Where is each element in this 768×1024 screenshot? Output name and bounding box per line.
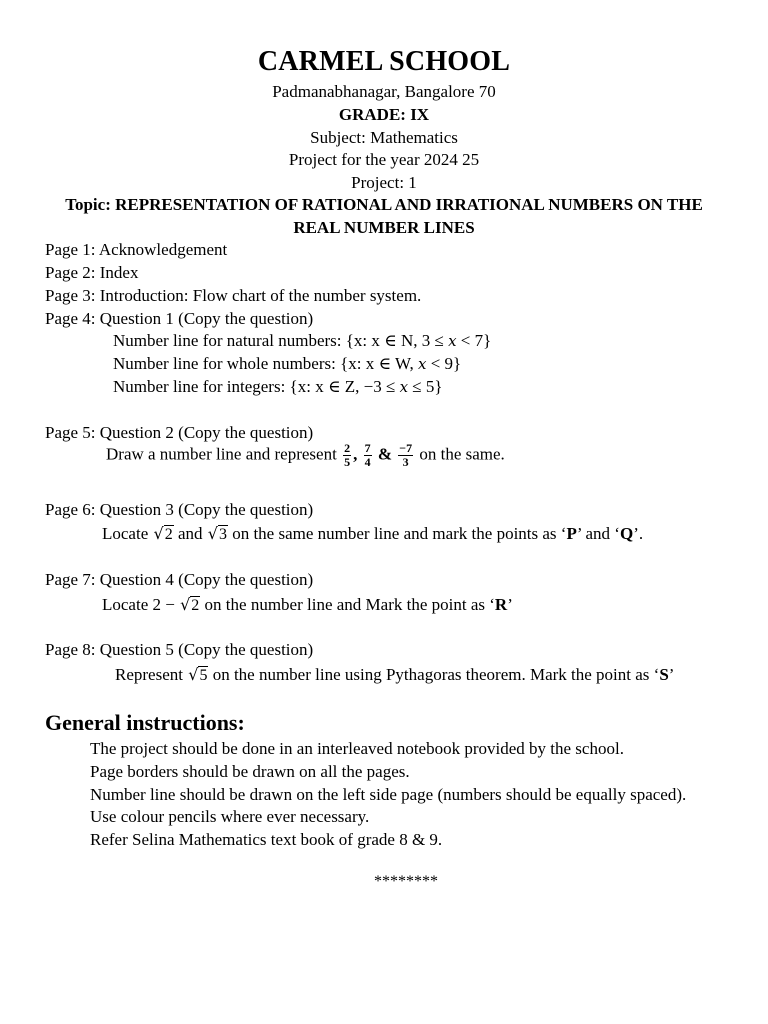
q3-b: and [173, 524, 207, 543]
q2-text [106, 442, 505, 469]
sqrt-5: √5 [188, 665, 208, 684]
q5-a: Represent [115, 665, 188, 684]
footer-stars: ******** [374, 873, 438, 890]
q1-integers-end: ≤ 5} [408, 377, 443, 396]
q1-whole-end: < 9} [426, 354, 462, 373]
sqrt-arg: 2 [164, 526, 173, 543]
point-s: S [659, 665, 669, 684]
school-name: CARMEL SCHOOL [257, 46, 511, 77]
q4-text [102, 595, 513, 615]
fraction-neg7-3 [398, 442, 413, 469]
page-1: Page 1: Acknowledgement [45, 240, 228, 259]
sqrt-2: √2 [153, 524, 173, 543]
q1-whole [113, 354, 461, 374]
subject: Subject: Mathematics [310, 128, 458, 147]
q1-natural-end: < 7} [456, 331, 492, 350]
instruction-item: The project should be done in an interleaved notebook provided by the school. [90, 739, 624, 758]
q3-c: on the same number line and mark the points as ‘ [227, 524, 567, 543]
page-5: Page 5: Question 2 (Copy the question) [45, 423, 314, 442]
point-r: R [494, 595, 508, 614]
page-3: Page 3: Introduction: Flow chart of the number system. [45, 286, 422, 305]
q3-e: ’. [633, 524, 644, 543]
q2-comma: , [353, 444, 362, 464]
q4-b: on the number line and Mark the point as ‘ [200, 595, 495, 614]
q3-a: Locate [102, 524, 153, 543]
q5-text [115, 665, 674, 685]
project-year: Project for the year 2024 25 [288, 150, 480, 169]
page-2: Page 2: Index [45, 263, 139, 282]
sqrt-arg: 3 [218, 526, 227, 543]
q1-natural-text: Number line for natural numbers: {x: x ∈ N, 3 ≤ [113, 331, 449, 350]
point-p: P [566, 524, 577, 543]
math-x: x [399, 378, 409, 396]
q1-integers-text: Number line for integers: {x: x ∈ Z, −3 ≤ [113, 377, 400, 396]
topic-line-1 [0, 195, 768, 215]
instruction-item: Use colour pencils where ever necessary. [90, 807, 370, 826]
instruction-item: Page borders should be drawn on all the pages. [90, 762, 410, 781]
sqrt-arg: 2 [191, 597, 200, 614]
sqrt-2: √2 [180, 595, 200, 614]
grade: GRADE: IX [338, 105, 430, 124]
q3-d: ’ and ‘ [576, 524, 620, 543]
q5-b: on the number line using Pythagoras theorem. Mark the point as ‘ [208, 665, 660, 684]
fraction-2-5 [343, 442, 351, 469]
math-x: x [417, 355, 427, 373]
q1-natural [113, 331, 491, 351]
instruction-item: Number line should be drawn on the left side page (numbers should be equally spaced). [90, 785, 687, 804]
page-8: Page 8: Question 5 (Copy the question) [45, 640, 314, 659]
project-number: Project: 1 [351, 173, 417, 192]
fraction-7-4 [364, 442, 372, 469]
topic-label: Topic: [65, 195, 116, 214]
sqrt-3: √3 [207, 524, 227, 543]
instruction-item: Refer Selina Mathematics text book of grade 8 & 9. [90, 830, 443, 849]
q1-integers [113, 377, 443, 397]
instructions-heading: General instructions: [45, 710, 245, 735]
q3-text [102, 524, 643, 544]
school-address: Padmanabhanagar, Bangalore 70 [272, 82, 496, 101]
fraction-numerator: 7 [364, 441, 371, 455]
page-6: Page 6: Question 3 (Copy the question) [45, 500, 314, 519]
fraction-denominator: 4 [364, 455, 371, 469]
q2-end: on the same. [419, 444, 505, 464]
page-7: Page 7: Question 4 (Copy the question) [45, 570, 314, 589]
point-q: Q [619, 524, 634, 543]
q4-c: ’ [507, 595, 513, 614]
q2-ampersand: & [373, 444, 397, 464]
topic-line-2: REAL NUMBER LINES [293, 218, 475, 237]
sqrt-arg: 5 [199, 667, 208, 684]
q5-c: ’ [668, 665, 675, 684]
q2-start: Draw a number line and represent [106, 444, 342, 464]
fraction-numerator: 2 [344, 441, 351, 455]
q1-whole-text: Number line for whole numbers: {x: x ∈ W, [113, 354, 418, 373]
math-x: x [448, 332, 457, 350]
page-4: Page 4: Question 1 (Copy the question) [45, 309, 314, 328]
fraction-denominator: 3 [402, 455, 409, 469]
fraction-denominator: 5 [344, 455, 351, 469]
q4-a: Locate 2 − [102, 595, 180, 614]
fraction-numerator: −7 [399, 441, 413, 455]
topic-title-1: REPRESENTATION OF RATIONAL AND IRRATIONAL NUMBERS ON THE [115, 195, 703, 214]
